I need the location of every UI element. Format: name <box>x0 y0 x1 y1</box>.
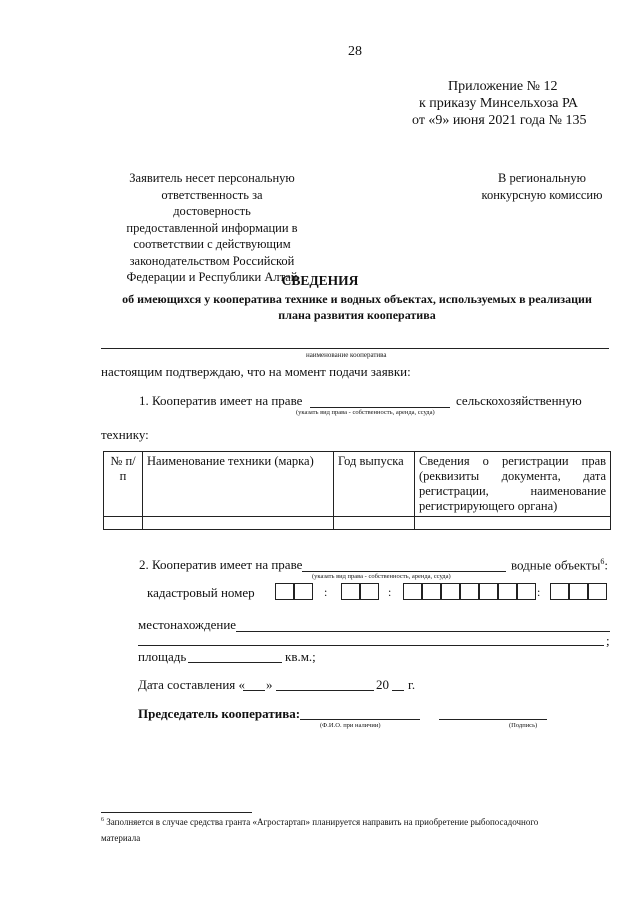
location-label: местонахождение <box>138 617 237 632</box>
document-title: СВЕДЕНИЯ <box>281 273 359 288</box>
cadastral-digit-box[interactable] <box>550 583 569 600</box>
area-unit: кв.м.; <box>285 649 316 664</box>
date-day-field[interactable] <box>243 690 265 691</box>
cadastral-separator: : <box>388 585 392 599</box>
item1-right-field[interactable] <box>310 407 450 408</box>
cadastral-digit-box[interactable] <box>569 583 588 600</box>
order-ref: к приказу Минсельхоза РА <box>419 96 579 111</box>
date-year-prefix: 20 <box>376 677 389 692</box>
footnote-line1: $^6$ Заполняется в случае средства гранта «Агростартап» планируется направить на приобретение рыбопосадочного <box>101 817 539 827</box>
cadastral-digit-box[interactable] <box>498 583 517 600</box>
table-cell[interactable] <box>143 517 334 530</box>
cadastral-digit-box[interactable] <box>441 583 460 600</box>
coop-name-caption: наименование кооператива <box>306 351 387 359</box>
cadastral-separator: : <box>537 585 541 599</box>
chair-label: Председатель кооператива: <box>138 706 301 721</box>
order-date: от «9» июня 2021 года № 135 <box>412 113 587 128</box>
chair-signature-field[interactable] <box>439 719 547 720</box>
item2-right-field[interactable] <box>302 571 506 572</box>
item1-caption: (указать вид права - собственность, аренда, ссуда) <box>296 409 435 416</box>
cadastral-digit-box[interactable] <box>341 583 360 600</box>
document-subtitle-2: плана развития кооператива <box>278 308 436 322</box>
table-cell[interactable] <box>415 517 611 530</box>
cadastral-digit-box[interactable] <box>460 583 479 600</box>
col-number-header: № п/п <box>104 452 143 517</box>
appendix-number: Приложение № 12 <box>448 79 558 94</box>
table-row <box>104 517 611 530</box>
page-number: 28 <box>348 44 362 59</box>
cadastral-digit-box[interactable] <box>588 583 607 600</box>
equipment-table <box>103 451 611 530</box>
date-quote-close: » <box>266 677 273 692</box>
cadastral-separator: : <box>324 585 328 599</box>
signature-caption: (Подпись) <box>509 722 538 729</box>
addressee: В региональную конкурсную комиссию <box>481 171 603 202</box>
location-field-line2[interactable] <box>138 645 604 646</box>
col-registration-header: Сведения о регистрации прав (реквизиты документа, дата регистрации, наименование регистрирующего органа) <box>415 452 611 517</box>
cadastral-digit-box[interactable] <box>517 583 536 600</box>
table-cell[interactable] <box>104 517 143 530</box>
footnote-divider <box>101 812 252 813</box>
document-subtitle-1: об имеющихся у кооператива технике и водных объектах, используемых в реализации <box>122 292 592 306</box>
item1-suffix: сельскохозяйственную <box>456 393 582 408</box>
confirm-text: настоящим подтверждаю, что на момент подачи заявки: <box>101 364 411 379</box>
coop-name-field[interactable] <box>101 348 609 349</box>
table-header-row <box>104 452 611 517</box>
item1-prefix: 1. Кооператив имеет на праве <box>139 393 303 408</box>
item2-caption: (указать вид права - собственность, аренда, ссуда) <box>312 573 451 580</box>
date-label: Дата составления « <box>138 677 246 692</box>
responsibility-note: Заявитель несет персональную ответственность за достоверность предоставленной информации в соответствии с действующим законодательством Российской Федерации и Республики Алтай <box>126 171 298 284</box>
date-suffix: г. <box>408 677 416 692</box>
date-month-field[interactable] <box>276 690 374 691</box>
area-field[interactable] <box>188 662 282 663</box>
item2-suffix: водные объекты$^6$: <box>511 557 608 573</box>
col-equipment-header: Наименование техники (марка) <box>143 452 334 517</box>
footnote-line2: материала <box>101 833 141 843</box>
location-end: ; <box>606 633 610 648</box>
cadastral-digit-box[interactable] <box>275 583 294 600</box>
location-field[interactable] <box>236 631 610 632</box>
chair-fio-field[interactable] <box>300 719 420 720</box>
cadastral-digit-box[interactable] <box>294 583 313 600</box>
cadastral-digit-box[interactable] <box>403 583 422 600</box>
table-cell[interactable] <box>334 517 415 530</box>
date-year-field[interactable] <box>392 690 404 691</box>
col-year-header: Год выпуска <box>334 452 415 517</box>
cadastral-digit-box[interactable] <box>422 583 441 600</box>
item1-continuation: технику: <box>101 427 149 442</box>
fio-caption: (Ф.И.О. при наличии) <box>320 722 381 729</box>
area-label: площадь <box>138 649 187 664</box>
item2-prefix: 2. Кооператив имеет на праве <box>139 557 303 572</box>
cadastral-digit-box[interactable] <box>360 583 379 600</box>
cadastral-label: кадастровый номер <box>147 585 255 600</box>
cadastral-digit-box[interactable] <box>479 583 498 600</box>
